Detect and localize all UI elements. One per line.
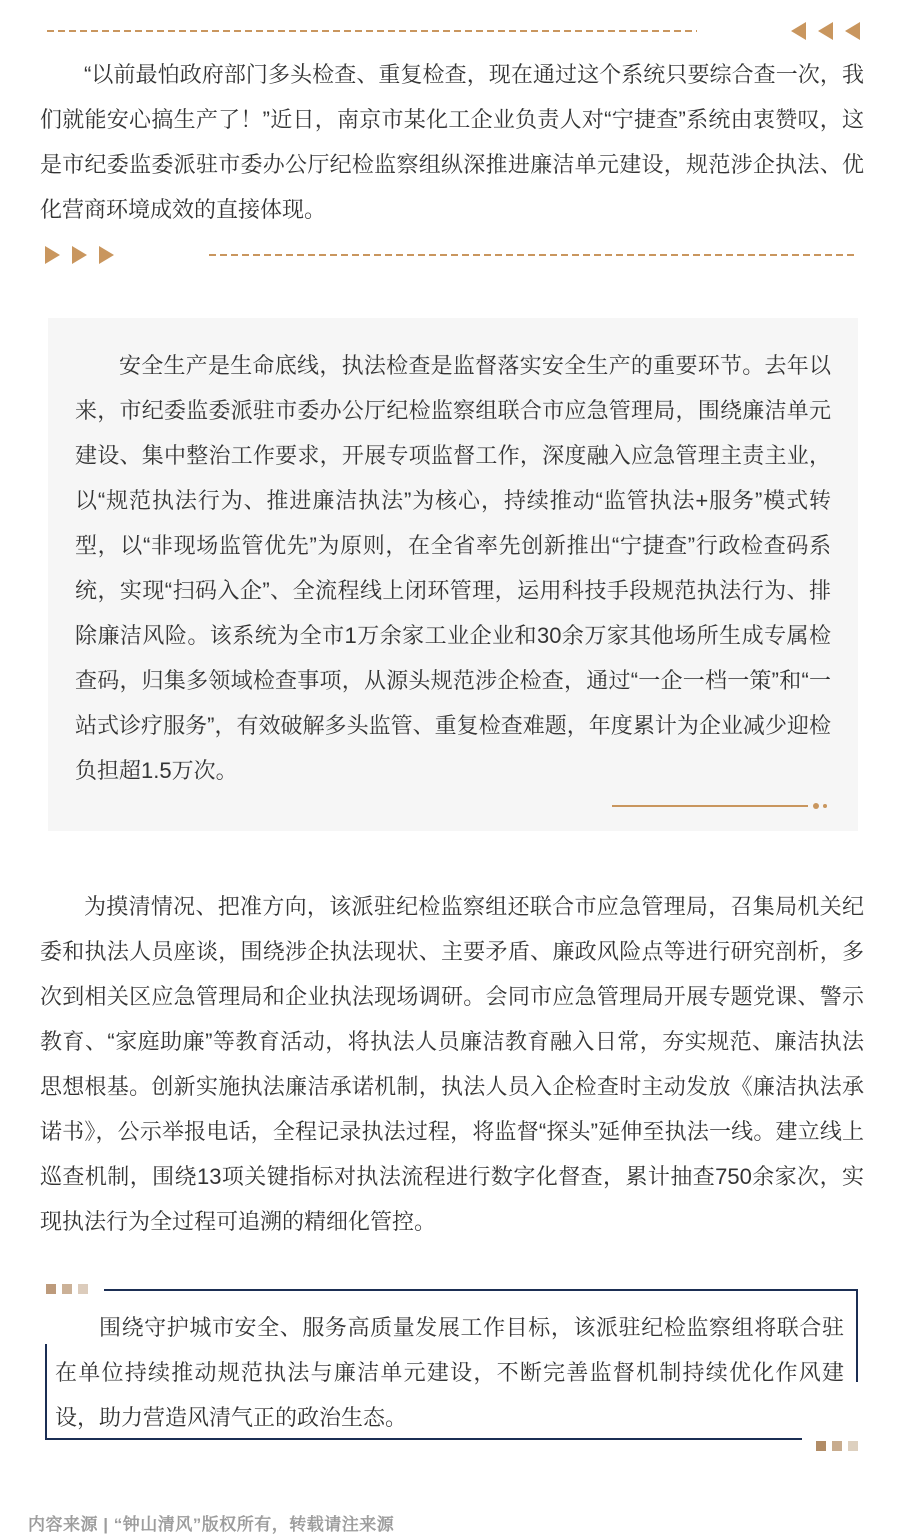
highlight-box xyxy=(48,318,858,831)
triangle-left-icon xyxy=(845,22,860,40)
triangle-left-icon xyxy=(818,22,833,40)
conclusion-box xyxy=(40,1281,864,1454)
left-triangles-group xyxy=(779,22,860,40)
dashed-line xyxy=(47,30,697,32)
body-paragraph: 为摸清情况、把准方向，该派驻纪检监察组还联合市应急管理局，召集局机关纪委和执法人员座谈，围绕涉企执法现状、主要矛盾、廉政风险点等进行研究剖析，多次到相关区应急管理局和企业执法现场调研。会同市应急管理局开展专题党课、警示教育、“家庭助廉”等教育活动，将执法人员廉洁教育融入日常，夯实规范、廉洁执法思想根基。创新实施执法廉洁承诺机制，执法人员入企检查时主动发放《廉洁执法承诺书》，公示举报电话，全程记录执法过程，将监督“探头”延伸至执法一线。建立线上巡查机制，围绕13项关键指标对执法流程进行数字化督查，累计抽查750余家次，实现执法行为全过程可追溯的精细化管控。 xyxy=(40,894,864,1234)
highlight-paragraph: 安全生产是生命底线，执法检查是监督落实安全生产的重要环节。去年以来，市纪委监委派驻市委办公厅纪检监察组联合市应急管理局，围绕廉洁单元建设、集中整治工作要求，开展专项监督工作，深度融入应急管理主责主业，以“规范执法行为、推进廉洁执法”为核心，持续推动“监管执法+服务”模式转型，以“非现场监管优先”为原则，在全省率先创新推出“宁捷查”行政检查码系统，实现“扫码入企”、全流程线上闭环管理，运用科技手段规范执法行为、排除廉洁风险。该系统为全市1万余家工业企业和30余万家其他场所生成专属检查码，归集多领域检查事项，从源头规范涉企检查，通过“一企一档一策”和“一站式诊疗服务”，有效破解多头监管、重复检查难题，年度累计为企业减少迎检负担超1.5万次。 xyxy=(75,353,831,783)
triangle-right-icon xyxy=(72,246,87,264)
square-icon xyxy=(62,1284,72,1294)
ornament-line xyxy=(612,805,808,807)
intro-paragraph: “以前最怕政府部门多头检查、重复检查，现在通过这个系统只要综合查一次，我们就能安心搞生产了！”近日，南京市某化工企业负责人对“宁捷查”系统由衷赞叹，这是市纪委监委派驻市委办公厅纪检监察组纵深推进廉洁单元建设，规范涉企执法、优化营商环境成效的直接体现。 xyxy=(40,62,864,222)
ornament-dot-icon xyxy=(823,804,827,808)
top-divider xyxy=(0,21,904,41)
squares-top-left xyxy=(46,1284,88,1294)
mid-divider xyxy=(0,245,904,265)
square-icon xyxy=(78,1284,88,1294)
triangle-right-icon xyxy=(45,246,60,264)
highlight-box-ornament xyxy=(75,801,831,811)
square-icon xyxy=(46,1284,56,1294)
square-icon xyxy=(848,1441,858,1451)
dashed-line xyxy=(209,254,857,256)
square-icon xyxy=(832,1441,842,1451)
ornament-dot-icon xyxy=(813,803,819,809)
triangle-right-icon xyxy=(99,246,114,264)
conclusion-paragraph: 围绕守护城市安全、服务高质量发展工作目标，该派驻纪检监察组将联合驻在单位持续推动规范执法与廉洁单元建设，不断完善监督机制持续优化作风建设，助力营造风清气正的政治生态。 xyxy=(55,1315,844,1430)
copyright-source-note: 内容来源 | “钟山清风”版权所有，转载请注来源 xyxy=(28,1515,395,1534)
right-triangles-group xyxy=(45,246,126,264)
square-icon xyxy=(816,1441,826,1451)
triangle-left-icon xyxy=(791,22,806,40)
squares-bottom-right xyxy=(816,1441,858,1451)
